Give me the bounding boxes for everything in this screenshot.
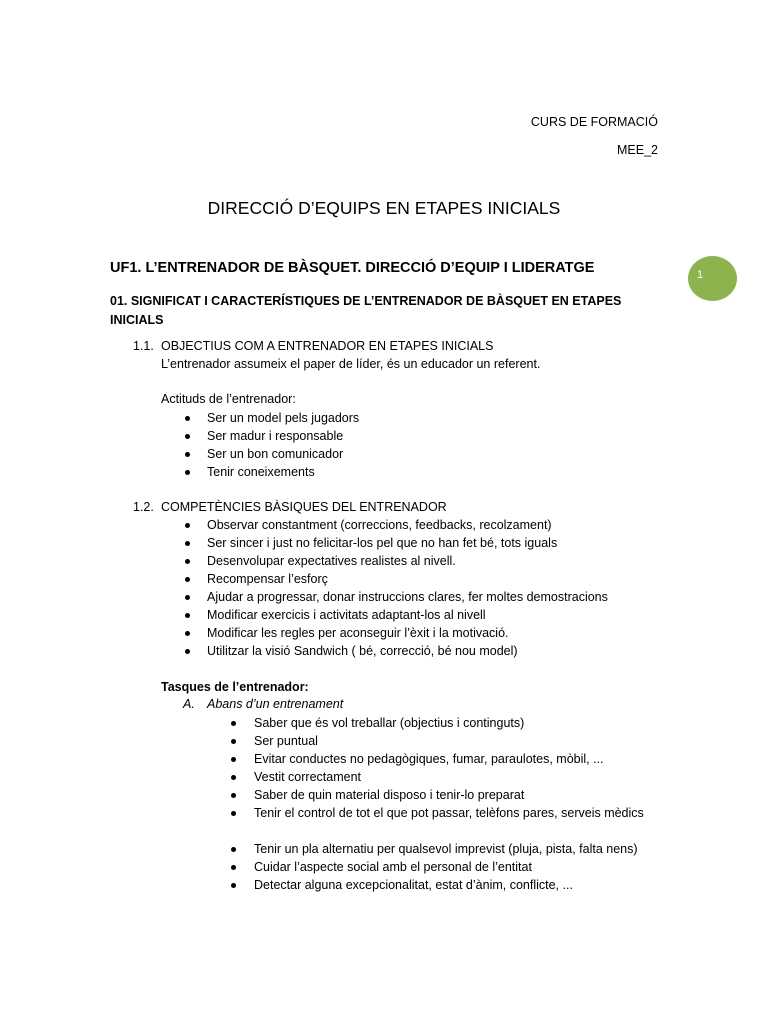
page-number: 1 [697, 269, 704, 281]
list-item: Ser un bon comunicador [207, 445, 359, 463]
s11-attitudes-label: Actituds de l’entrenador: [161, 392, 296, 406]
before-training-list [254, 714, 654, 894]
list-item: Ser sincer i just no felicitar-los pel que no han fet bé, tots iguals [207, 534, 608, 552]
header-course: CURS DE FORMACIÓ [530, 115, 658, 129]
list-item: Ser un model pels jugadors [207, 409, 359, 427]
bullet-icon [231, 757, 236, 762]
bullet-icon [231, 739, 236, 744]
bullet-icon [185, 559, 190, 564]
bullet-icon [231, 847, 236, 852]
bullet-icon [231, 811, 236, 816]
bullet-icon [185, 523, 190, 528]
s12-heading: COMPETÈNCIES BÀSIQUES DEL ENTRENADOR [161, 500, 447, 514]
header-code: MEE_2 [617, 143, 658, 157]
list-item: Tenir un pla alternatiu per qualsevol imprevist (pluja, pista, falta nens) [254, 840, 654, 858]
s11-heading: OBJECTIUS COM A ENTRENADOR EN ETAPES INICIALS [161, 339, 494, 353]
bullet-icon [185, 452, 190, 457]
bullet-icon [185, 631, 190, 636]
bullet-icon [185, 649, 190, 654]
list-item: Ajudar a progressar, donar instruccions clares, fer moltes demostracions [207, 588, 608, 606]
bullet-icon [231, 775, 236, 780]
list-item: Evitar conductes no pedagògiques, fumar, paraulotes, mòbil, ... [254, 750, 654, 768]
list-item: Detectar alguna excepcionalitat, estat d’ànim, conflicte, ... [254, 876, 654, 894]
list-item: Saber de quin material disposo i tenir-lo preparat [254, 786, 654, 804]
bullet-icon [185, 434, 190, 439]
list-item: Observar constantment (correccions, feedbacks, recolzament) [207, 516, 608, 534]
bullet-icon [185, 470, 190, 475]
bullet-icon [231, 793, 236, 798]
list-item: Recompensar l’esforç [207, 570, 608, 588]
list-item: Tenir coneixements [207, 463, 359, 481]
list-item: Cuidar l’aspecte social amb el personal de l’entitat [254, 858, 654, 876]
bullet-icon [185, 416, 190, 421]
bullet-icon [185, 613, 190, 618]
list-item: Modificar les regles per aconseguir l’èxit i la motivació. [207, 624, 608, 642]
bullet-icon [231, 883, 236, 888]
tasks-a-letter: A. [183, 697, 195, 711]
tasks-label: Tasques de l’entrenador: [161, 680, 309, 694]
list-item: Ser madur i responsable [207, 427, 359, 445]
bullet-icon [185, 595, 190, 600]
list-item: Saber que és vol treballar (objectius i continguts) [254, 714, 654, 732]
list-item: Ser puntual [254, 732, 654, 750]
list-item: Vestit correctament [254, 768, 654, 786]
document-title: DIRECCIÓ D’EQUIPS EN ETAPES INICIALS [207, 198, 561, 218]
tasks-a-heading: Abans d’un entrenament [207, 697, 344, 711]
list-item: Tenir el control de tot el que pot passar, telèfons pares, serveis mèdics [254, 804, 654, 840]
s11-intro: L’entrenador assumeix el paper de líder, és un educador un referent. [161, 357, 541, 371]
bullet-icon [231, 721, 236, 726]
bullet-icon [185, 577, 190, 582]
s12-number: 1.2. [133, 500, 154, 514]
list-item: Desenvolupar expectatives realistes al nivell. [207, 552, 608, 570]
page-number-badge [688, 256, 737, 301]
list-item: Modificar exercicis i activitats adaptant-los al nivell [207, 606, 608, 624]
section-01-heading: 01. SIGNIFICAT I CARACTERÍSTIQUES DE L’ENTRENADOR DE BÀSQUET EN ETAPES INICIALS [110, 294, 622, 327]
list-item: Utilitzar la visió Sandwich ( bé, correcció, bé nou model) [207, 642, 608, 660]
competences-list [207, 516, 608, 660]
bullet-icon [185, 541, 190, 546]
attitudes-list [207, 409, 359, 481]
s11-number: 1.1. [133, 339, 154, 353]
unit-heading: UF1. L’ENTRENADOR DE BÀSQUET. DIRECCIÓ D’EQUIP I LIDERATGE [110, 260, 595, 276]
bullet-icon [231, 865, 236, 870]
